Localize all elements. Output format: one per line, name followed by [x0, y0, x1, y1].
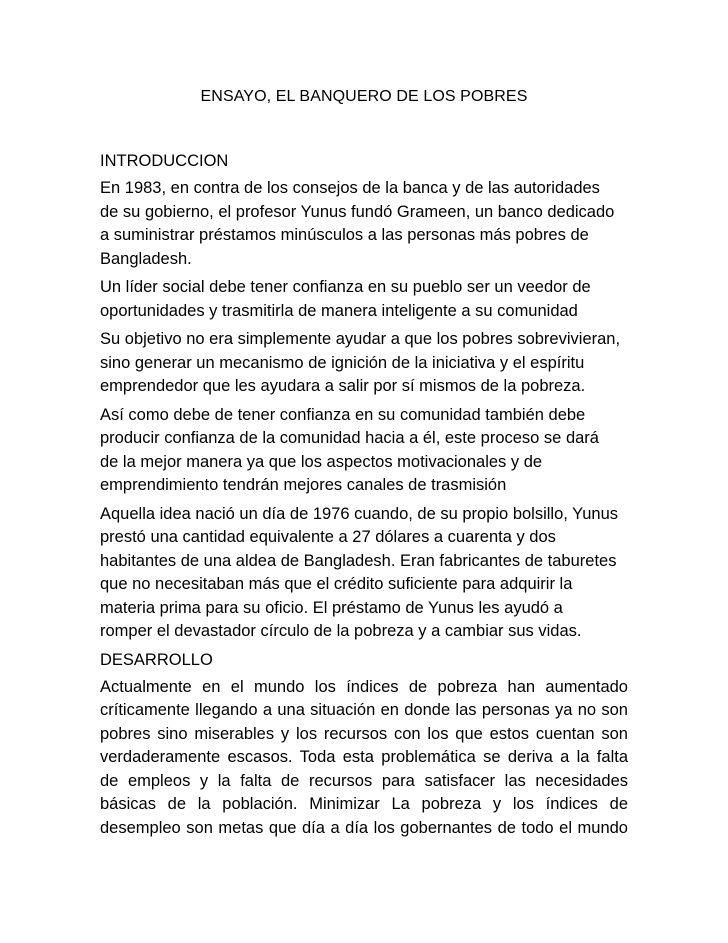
- paragraph-line: sino generar un mecanismo de ignición de la iniciativa y el espíritu: [100, 353, 585, 372]
- paragraph-line: oportunidades y trasmitirla de manera inteligente a su comunidad: [100, 301, 578, 320]
- paragraph-3: [100, 328, 628, 399]
- paragraph-line: de su gobierno, el profesor Yunus fundó Grameen, un banco dedicado: [100, 202, 615, 221]
- document-title: ENSAYO, EL BANQUERO DE LOS POBRES: [200, 88, 528, 105]
- paragraph-line: básicas de la población. Minimizar La pobreza y los índices de: [100, 795, 628, 813]
- paragraph-line: desempleo son metas que día a día los gobernantes de todo el mundo: [100, 818, 628, 837]
- paragraph-line: Actualmente en el mundo los índices de pobreza han aumentado: [100, 677, 628, 696]
- paragraph-line: a suministrar préstamos minúsculos a las personas más pobres de: [100, 226, 589, 244]
- paragraph-2: [100, 276, 628, 323]
- paragraph-line: de la mejor manera ya que los aspectos motivacionales y de: [100, 452, 543, 471]
- document-body: [100, 150, 628, 840]
- paragraph-line: pobres sino miserables y los recursos con los que estos cuentan son: [100, 724, 628, 743]
- paragraph-line: producir confianza de la comunidad hacia a él, este proceso se dará: [100, 429, 599, 447]
- section-heading-desarrollo: DESARROLLO: [100, 650, 213, 669]
- paragraph-line: de empleos y la falta de recursos para satisfacer las necesidades: [100, 771, 628, 790]
- paragraph-line: prestó una cantidad equivalente a 27 dólares a cuarenta y dos: [100, 528, 556, 546]
- paragraph-line: Un líder social debe tener confianza en su pueblo ser un veedor de: [100, 278, 591, 296]
- paragraph-line: habitantes de una aldea de Bangladesh. Eran fabricantes de taburetes: [100, 551, 617, 570]
- paragraph-line: críticamente llegando a una situación en donde las personas ya no son: [100, 701, 628, 719]
- paragraph-line: En 1983, en contra de los consejos de la banca y de las autoridades: [100, 179, 600, 197]
- paragraph-line: que no necesitaban más que el crédito suficiente para adquirir la: [100, 575, 573, 593]
- paragraph-line: romper el devastador círculo de la pobreza y a cambiar sus vidas.: [100, 622, 582, 640]
- paragraph-line: materia prima para su oficio. El préstamo de Yunus les ayudó a: [100, 598, 563, 617]
- paragraph-1: [100, 177, 628, 271]
- paragraph-line: emprendimiento tendrán mejores canales de trasmisión: [100, 476, 507, 494]
- paragraph-line: Bangladesh.: [100, 249, 192, 268]
- paragraph-line: emprendedor que les ayudara a salir por sí mismos de la pobreza.: [100, 377, 586, 395]
- paragraph-line: Aquella idea nació un día de 1976 cuando, de su propio bolsillo, Yunus: [100, 504, 619, 523]
- paragraph-line: verdaderamente escasos. Toda esta problemática se deriva a la falta: [100, 748, 628, 766]
- paragraph-line: Así como debe de tener confianza en su comunidad también debe: [100, 405, 586, 424]
- development-paragraph: [100, 676, 628, 841]
- section-heading-introduccion: INTRODUCCION: [100, 152, 229, 170]
- paragraph-4: [100, 404, 628, 498]
- paragraph-line: Su objetivo no era simplemente ayudar a que los pobres sobrevivieran,: [100, 330, 621, 348]
- paragraph-5: [100, 503, 628, 644]
